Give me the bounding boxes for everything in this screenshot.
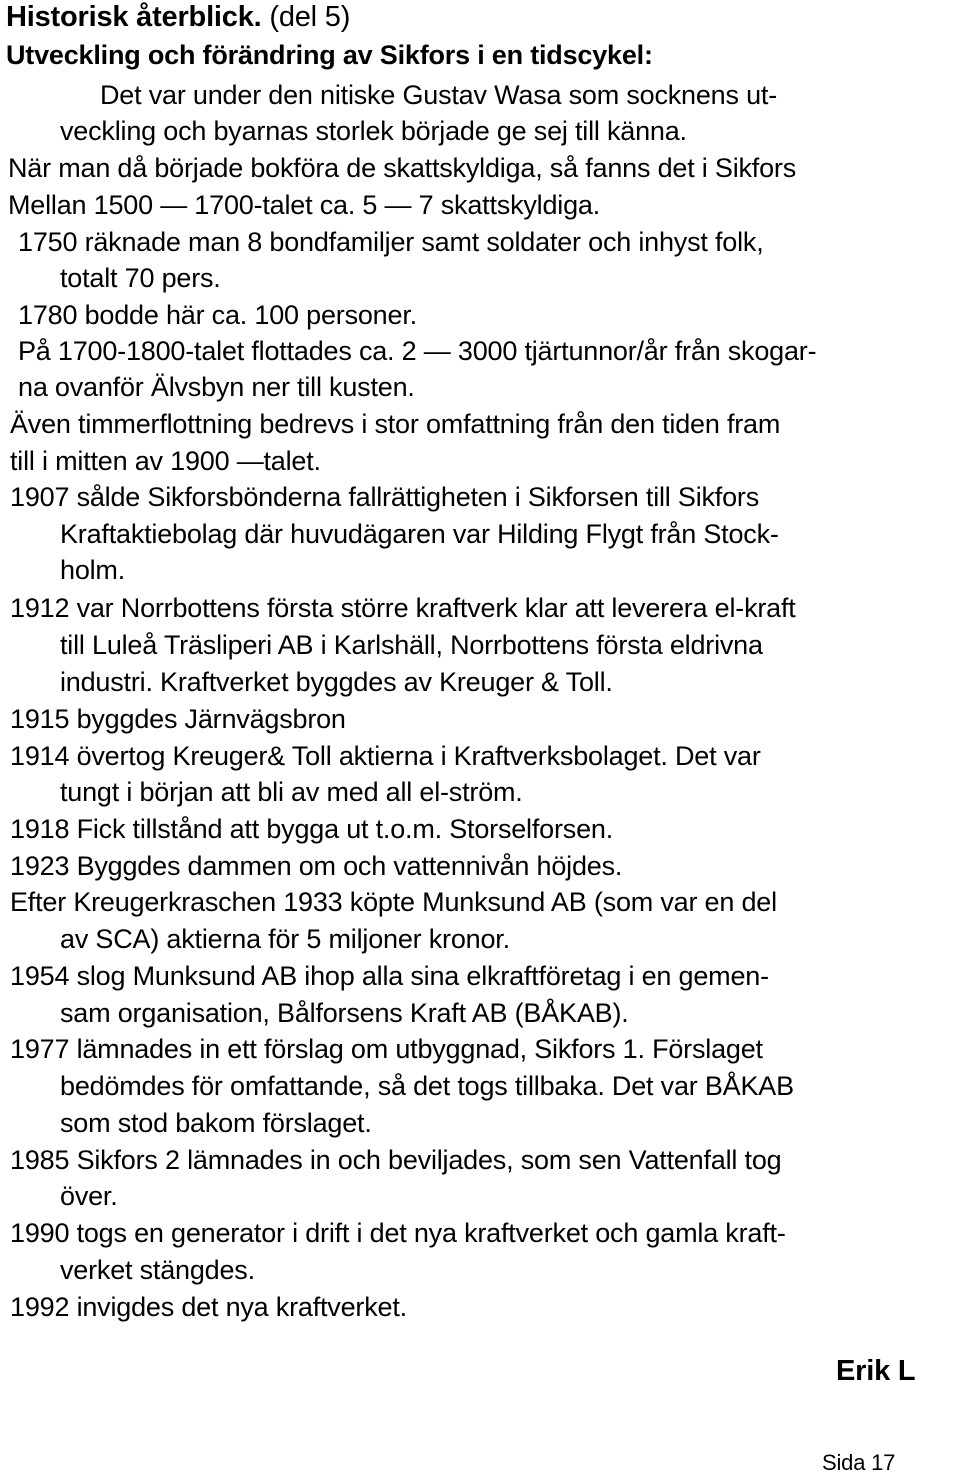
text-line: 1914 övertog Kreuger& Toll aktierna i Kraftverksbolaget. Det var xyxy=(10,741,761,771)
text-line: Det var under den nitiske Gustav Wasa som socknens ut- xyxy=(100,80,778,110)
signature: Erik L xyxy=(836,1355,916,1387)
text-line: 1918 Fick tillstånd att bygga ut t.o.m. Storselforsen. xyxy=(10,814,614,844)
page-number: Sida 17 xyxy=(822,1450,896,1475)
text-line: som stod bakom förslaget. xyxy=(60,1108,372,1138)
title-part: (del 5) xyxy=(269,1,351,33)
text-line: 1912 var Norrbottens första större kraftverk klar att leverera el-kraft xyxy=(10,593,796,623)
text-line: över. xyxy=(60,1181,118,1211)
text-line: 1990 togs en generator i drift i det nya kraftverket och gamla kraft- xyxy=(10,1218,786,1248)
text-line: 1780 bodde här ca. 100 personer. xyxy=(18,300,417,330)
text-line: 1907 sålde Sikforsbönderna fallrättigheten i Sikforsen till Sikfors xyxy=(10,482,760,512)
text-line: 1923 Byggdes dammen om och vattennivån höjdes. xyxy=(10,851,623,881)
text-line: holm. xyxy=(60,555,126,585)
text-line: na ovanför Älvsbyn ner till kusten. xyxy=(18,372,415,402)
text-line: 1954 slog Munksund AB ihop alla sina elkraftföretag i en gemen- xyxy=(10,961,769,991)
text-line: Mellan 1500 — 1700-talet ca. 5 — 7 skattskyldiga. xyxy=(8,190,601,220)
text-line: 1977 lämnades in ett förslag om utbyggnad, Sikfors 1. Förslaget xyxy=(10,1034,763,1064)
text-line: till i mitten av 1900 —talet. xyxy=(10,446,321,476)
text-line: veckling och byarnas storlek började ge sej till känna. xyxy=(60,116,687,146)
text-line: bedömdes för omfattande, så det togs tillbaka. Det var BÅKAB xyxy=(60,1071,794,1101)
text-line: till Luleå Träsliperi AB i Karlshäll, Norrbottens första eldrivna xyxy=(60,630,763,660)
page-title xyxy=(6,2,350,32)
subtitle: Utveckling och förändring av Sikfors i en tidscykel: xyxy=(6,40,653,70)
text-line: 1915 byggdes Järnvägsbron xyxy=(10,704,346,734)
text-line: 1750 räknade man 8 bondfamiljer samt soldater och inhyst folk, xyxy=(18,227,764,257)
text-line: industri. Kraftverket byggdes av Kreuger & Toll. xyxy=(60,667,613,697)
text-line: På 1700-1800-talet flottades ca. 2 — 3000 tjärtunnor/år från skogar- xyxy=(18,336,817,366)
text-line: Även timmerflottning bedrevs i stor omfattning från den tiden fram xyxy=(10,409,781,439)
text-line: Kraftaktiebolag där huvudägaren var Hilding Flygt från Stock- xyxy=(60,519,779,549)
text-line: verket stängdes. xyxy=(60,1255,255,1285)
text-line: sam organisation, Bålforsens Kraft AB (BÅKAB). xyxy=(60,998,629,1028)
title-text: Historisk återblick. xyxy=(6,1,262,33)
text-line: När man då började bokföra de skattskyldiga, så fanns det i Sikfors xyxy=(8,153,797,183)
text-line: 1992 invigdes det nya kraftverket. xyxy=(10,1292,407,1322)
text-line: totalt 70 pers. xyxy=(60,263,221,293)
text-line: Efter Kreugerkraschen 1933 köpte Munksund AB (som var en del xyxy=(10,887,777,917)
text-line: tungt i början att bli av med all el-ström. xyxy=(60,777,523,807)
text-line: 1985 Sikfors 2 lämnades in och beviljades, som sen Vattenfall tog xyxy=(10,1145,782,1175)
text-line: av SCA) aktierna för 5 miljoner kronor. xyxy=(60,924,510,954)
